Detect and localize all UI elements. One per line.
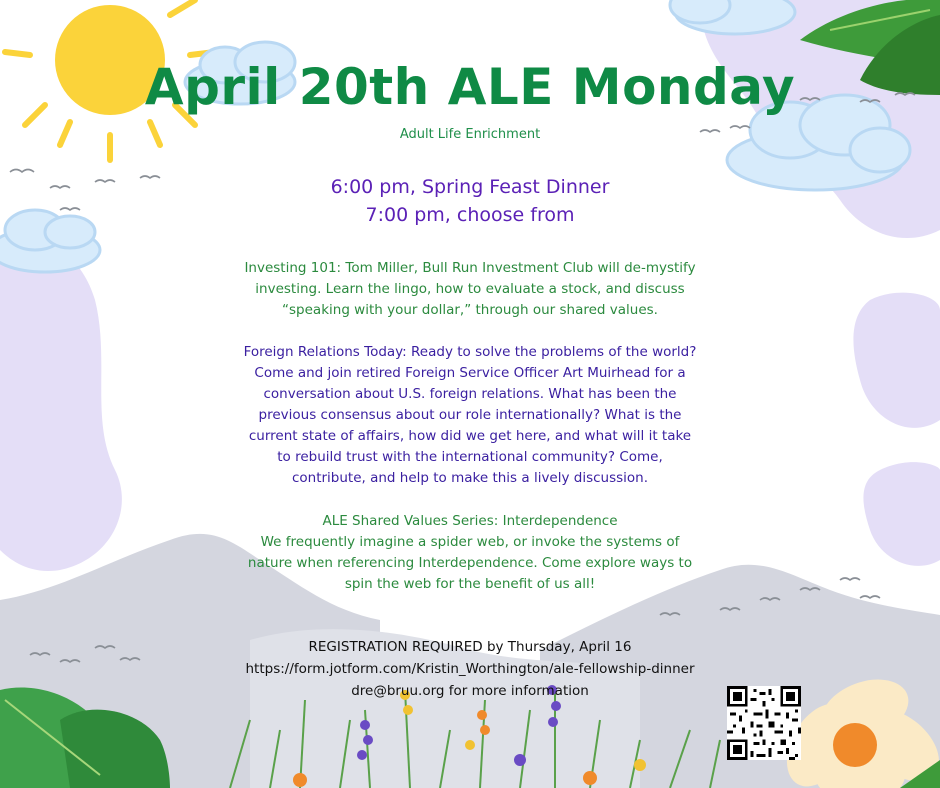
values-line: spin the web for the benefit of us all! xyxy=(344,576,596,592)
schedule-choose: 7:00 pm, choose from xyxy=(365,204,575,226)
contact-email[interactable]: dre@bruu.org for more information xyxy=(351,683,589,699)
foreign-line: Come and join retired Foreign Service Officer Art Muirhead for a xyxy=(254,365,686,381)
foreign-line: previous consensus about our role internationally? What is the xyxy=(258,407,682,423)
foreign-line: Foreign Relations Today: Ready to solve the problems of the world? xyxy=(243,344,697,360)
investing-line: “speaking with your dollar,” through our shared values. xyxy=(282,302,658,318)
session-investing xyxy=(0,258,940,321)
foreign-line: current state of affairs, how did we get here, and what will it take xyxy=(248,428,692,444)
schedule-dinner: 6:00 pm, Spring Feast Dinner xyxy=(330,176,610,198)
investing-line: Investing 101: Tom Miller, Bull Run Investment Club will de-mystify xyxy=(244,260,696,276)
values-line: ALE Shared Values Series: Interdependence xyxy=(322,513,618,529)
poster-subtitle: Adult Life Enrichment xyxy=(399,127,541,142)
qr-code[interactable] xyxy=(727,686,801,760)
poster-title: April 20th ALE Monday xyxy=(144,58,796,116)
foreign-line: conversation about U.S. foreign relations. What has been the xyxy=(263,386,677,402)
cloud-top-right xyxy=(670,0,795,34)
values-line: We frequently imagine a spider web, or invoke the systems of xyxy=(260,534,680,550)
registration-deadline: REGISTRATION REQUIRED by Thursday, April 16 xyxy=(308,639,632,655)
schedule xyxy=(0,173,940,229)
values-line: nature when referencing Interdependence. Come explore ways to xyxy=(247,555,693,571)
session-foreign-relations xyxy=(0,342,940,489)
registration-link[interactable]: https://form.jotform.com/Kristin_Worthington/ale-fellowship-dinner xyxy=(245,661,695,677)
foreign-line: contribute, and help to make this a lively discussion. xyxy=(291,470,649,486)
foreign-line: to rebuild trust with the international community? Come, xyxy=(277,449,663,465)
session-shared-values xyxy=(0,511,940,595)
investing-line: investing. Learn the lingo, how to evaluate a stock, and discuss xyxy=(255,281,685,297)
